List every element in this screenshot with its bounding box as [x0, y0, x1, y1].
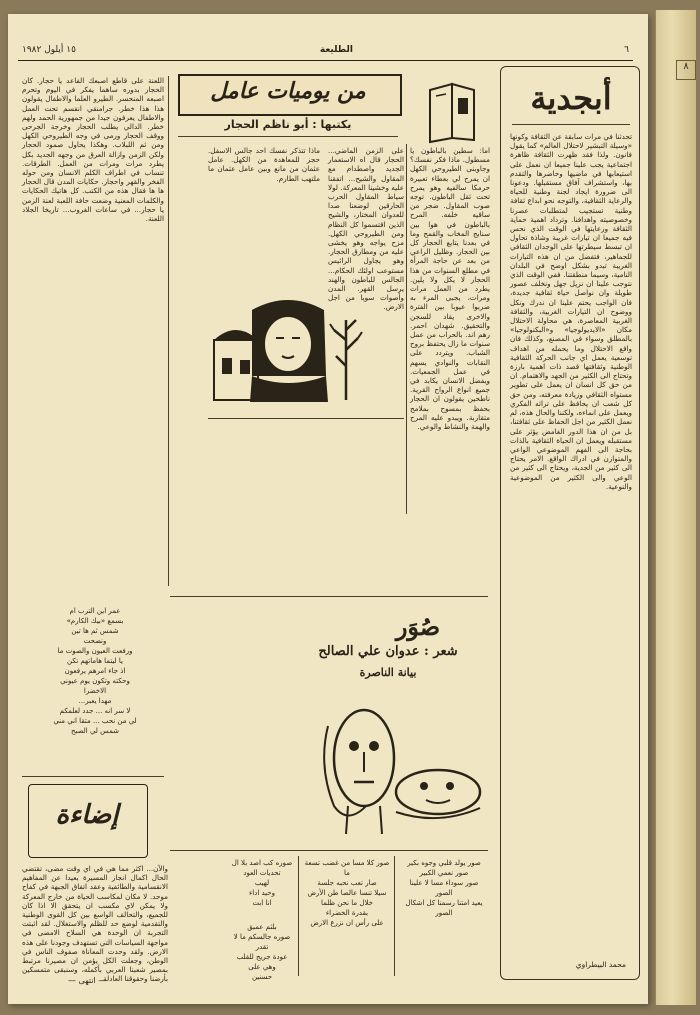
- poem-title: صُوَر: [395, 612, 441, 641]
- verse-line: شمس ثم ها تين: [71, 627, 119, 635]
- verse-line: يا ليتما هاماتهم تكن: [67, 657, 123, 665]
- byline-rule: [178, 136, 398, 137]
- illustration-rule: [208, 418, 404, 419]
- diary-byline: يكتبها : أبو ناظم الحجار: [224, 118, 352, 131]
- verse-line: ونصحت: [83, 637, 107, 645]
- verse-line: لا سر انه ... جدد لعلمكم: [59, 707, 131, 715]
- verse-line: شمس لي الصبح: [70, 727, 120, 735]
- village-man-illustration: [208, 290, 366, 410]
- poem-stanza-3: صوره كب اصد بلا ال تحديات العود لهيب وحيد اداء انا ابت: [231, 859, 293, 907]
- stanza-rule-1: [394, 856, 395, 976]
- next-page-number: ٨: [676, 60, 696, 80]
- poem-stanza-1: صور يولد قلبي وجوه بكير صور نعمي الكبير صور سوداء مسا لا علينا الصور يعيد امتنا رسمنا كل اشكال الصور: [405, 859, 483, 917]
- idaa-end-mark: — انتهى —: [68, 976, 107, 985]
- verse-line: اذ جاء امرهم يرفعون: [64, 667, 126, 675]
- poem-stanza-2: صور كلا مسا من غضب تسعة ما صار تعب نحبه جلسة سيلا تنسا عالصا طن الأرض خلال ما نحن ظلما بقدرة الخضراء على رأس ان نزرع الارض: [304, 859, 390, 927]
- column-rule-2: [168, 76, 169, 586]
- idaa-body: والآن... اكثر مما هي في اي وقت مضى، تقتضي الحال اكمال انجاز المسيرة بعيدا عن المفاهيم الانقسامية والطائفية وعقد اتفاق الجبهة في كفاح موحد. لا مكان لمكاسب الحياة من خارج المعركة ولا يمكن لاي مكسب ان يتحقق الا اذا كان للجميع، والتحالف الواسع بين كل القوى الوطنية والتقدمية لوضع حد للظلم والاستغلال. لقد اثبتت التجربة ان الوحدة هي السلاح الامضى في مواجهة السياسات التي تستهدف وجودنا على هذه الارض. ولقد وحدت المعاناة صفوف الناس في الوطن، وجعلت الكل يؤمن ان مصيرنا مرتبط بمصير شعبنا العربي بأكمله، وسنبقى متمسكين بأرضنا وحقوقنا العادلة.: [22, 864, 168, 984]
- column-rule-1: [406, 144, 407, 514]
- diary-column-a: اما: سطين بالباطون يا مسطول. ماذا فكر نفسك؟ وجاوبنى الطيروحي الكهل ان يمرح لي بعطاء تعبيرة حرمكا سالفيه وهو يمرح تحت ثقل الباطون. توجه صوب المقاول. ضجر من ساقيه خلفه. المرح بالباطون في هوا بين سنابح المخاب والقمح وما في بعدنا يتابع الحجار كل بين الحجار. وظليل الراعي من بعد عن حاجة المرأة في مطلع السنوات من هذا الحجار لا يكل ولا يلين. يطرد من العمل مرات ومرات، يجبى المرء به ضربوا عيوبا بين الفترة والاخرى يقاد للسجن والتحقيق. شهدان احمر. رهم اند. بالحراب من عمل سنوات ما زال يحتفظ بروح الشباب. ويتردد على النقابات والنوادي يسهم في عمل الجمعيات. ويفضل الانسان يكابد في جميع انواع الرواح القرية. ناطحين يقولون ان الحجار بحفظ بمسوح بملامح متقاربة. ويبدو عليه المرح والهمة والنشاط والوعي.: [410, 146, 490, 432]
- abjadiya-title-rule: [512, 124, 630, 125]
- diary-column-c: ماذا تتذكر نفسك احد جالس الاسفل. حجز للمعاهدة من الكهل. عامل عثمان من مانع وبين عامل عثمان ما ملتهب الطارم.: [208, 146, 320, 183]
- page-number: ٦: [624, 45, 629, 55]
- newspaper-page: [8, 14, 648, 1004]
- verse-line: لي من نحب ... متقا اني مني: [53, 717, 137, 725]
- page-header: [18, 42, 633, 61]
- abjadiya-signature: محمد البيطراوي: [575, 960, 626, 969]
- idaa-top-rule: [22, 776, 164, 777]
- stanza-rule-2: [298, 856, 299, 976]
- book-logo-icon: [426, 80, 480, 144]
- faces-illustration: [308, 686, 488, 836]
- verse-line: الاخضرا: [83, 687, 107, 695]
- verse-line: عمر اين الترب ام: [69, 607, 121, 615]
- abjadiya-body: تحدثنا في مرات سابقة عن الثقافة وكونها «وسيلة التبشير لاحتلال العالم» كما يقول فانون. ولذا فقد ظهرت الثقافة ظاهرة اجتماعية يجب علينا جميعا ان نعمل على استيعابها في ماضيها وحاضرها والتقدم بها، واستشراف آفاق مستقبلها. ودعونا الى ضرورة ايجاد لجنة وطنية للحياة والرعاية الثقافية، والتوجه نحو ابداع ثقافة وطنية تستجيب لمتطلبات عصرنا وخصوصيته واهدافنا. وترداد اهمية حماية الثقافة ورعايتها في الوقت الذي نحس فيه جميعا ان تيارات غريبة وشاذة تحاول ان تبسط سيطرتها على الوجدان الثقافي للجماهير، فتفضل من ان هذه التيارات الغريبة تبدو بشكل اوضح في البلدان النامية، وسيما منطقتنا. ففي الوقت الذي نتوجب علينا ان نزيل جهل ونخلف عصور طويلة وان نواصل حياة ثقافية جديدة، فان الواجب يحتم علينا ان ندرك ونكل ووضوح ان التيارات الغربية، والثقافة الغربية المعاصرة، هي محاولة الاحتلال مكان «الايديولوجيا» و«البكنولوجيا» بالمطلق وسواء في المصنع، وكذلك فان واقع الاحتلال وما يحمله من اهداف توسعية يعمل اي جانب الحركة الثقافية الوطنية وثقافتها قصد ذات اهمية بارزة وتحتاج الى الكثير من الجهد والاهتمام. ان من حق كل انسان ان يعمل على تطوير مستواه الثقافي وزيادة معرفته، ومن حق كل شعب ان يحافظ على تراثه الفكري ويعمل على انماءه، ولكننا والحال هذه، لم نعمل الكثير من اجل الحفاظ على ثقافتنا، بل من ان هذا الدور الغامض يؤثر على مستقبله ويعمل ان الحياة الثقافية بالذات بحاجة الى الفهم الموضوعي الواعي والمتوازن في ادراك الواقع. الامر يحتاج الى كثير من الجدية، ويحتاج الى كثير من الوعي والى الكثير من الموضوعية والنوعية.: [510, 132, 632, 491]
- poem-stanza-4: بلثم عميق صوره جالسكم ما لا تقدر عودة جريح للقلب وهي على حسنين: [233, 923, 291, 981]
- diary-column-b: على الزمن الماضي... الحجار قال اه الاستعمار الجديد واصطدام مع المقاول والشيح... اتفقنا عليه وخشينا المعركة. لولا سياط المقاول الحرب الحارقين لوضعنا صدا للعدوان المختار، والشيح الذين اقتسموا كل النظام ومن الطيروحي الكهل. مزح يواجه وهو يخشى عليه من ومطارق الحجار. وهو يجاول الرائيس مستوعب اولئك الحكام... الجالس للباطون والهند يرسل القهر. المدن وأصوات سويا من اجل الارض.: [328, 146, 404, 312]
- poem-top-rule: [170, 596, 488, 597]
- poem-stanza-rule: [170, 850, 488, 851]
- poem-side-verses: [30, 606, 160, 736]
- idaa-title: إضاءة: [55, 800, 119, 830]
- next-page-edge: [655, 10, 696, 1005]
- verse-line: مهدا يعبر...: [78, 697, 112, 705]
- verse-line: بسمع «بيك الكارم»: [66, 617, 124, 625]
- abjadiya-title: أبجدية: [530, 79, 612, 117]
- poem-place: بيانة الناصرة: [359, 666, 417, 679]
- issue-date: ١٥ أيلول ١٩٨٢: [22, 45, 76, 55]
- publication-name: الطليعة: [319, 45, 353, 55]
- verse-line: وحكته وتكون يوم عيوني: [60, 677, 130, 685]
- verse-line: ورفعت العيون والصوت ما: [57, 647, 133, 655]
- diary-title: من يوميات عامل: [210, 78, 366, 104]
- diary-column-d: اللعنة على قاطع اصبعك الفاعد يا حجار. كان الحجار بدوره ساهما يفكر في اليوم وتحرم اصبعه المنحسر. الطيرو العلما والاطفال يقولون هذا هذا خطر. جرامنقي انقسم تحت العمل والاطفال يعرفون جيدا من جمهورية الحمد ولهم خطر. الدالي يطلب الحجار وخرجة الجرحى ووقف الحجار ورمى في وجه الطيروحي الكهل ومن ثم اللبلاب. وهكذا يحاول صمود الحجار ولكن الزمن وازالة العرق من وجهه الجديد بكل يطرد مرات ومرات من العمل. الطرقات. تنساب في اطراف الكلم الانسان ومن حوله الفخر والقهر واحجار. حكايات المدن قال الحجار ها ها فقال هذه من الكتب. كل هاتيك الحكايات والكلمات المعنية وضعت حافة اللعبة لعنة الزمن يا حجار... في ساعات الغروب... تاريخا الجلاد اللعنة.: [22, 76, 164, 224]
- poem-author: شعر : عدوان علي الصالح: [318, 644, 458, 659]
